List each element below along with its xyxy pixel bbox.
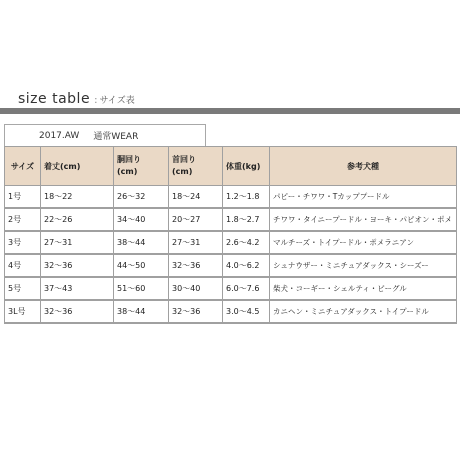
cell-length: 37～43 bbox=[41, 277, 114, 300]
cell-size: 4号 bbox=[5, 254, 41, 277]
header-chest bbox=[114, 147, 169, 186]
table-header-row bbox=[5, 147, 457, 186]
header-breeds bbox=[270, 147, 457, 186]
header-length bbox=[41, 147, 114, 186]
cell-breeds: チワワ・タイニープードル・ヨーキ・パピオン・ポメ bbox=[270, 208, 457, 231]
cell-neck: 27～31 bbox=[169, 231, 223, 254]
header-breeds-text: 参考犬種 bbox=[347, 161, 379, 171]
cell-length: 32～36 bbox=[41, 254, 114, 277]
table-row bbox=[5, 277, 457, 300]
cell-neck: 30～40 bbox=[169, 277, 223, 300]
heading-japanese: サイズ表 bbox=[99, 96, 135, 106]
header-weight bbox=[223, 147, 270, 186]
cell-size: 3L号 bbox=[5, 300, 41, 323]
season-label: 2017.AW bbox=[39, 130, 80, 141]
collection-label bbox=[4, 124, 206, 146]
cell-neck: 32～36 bbox=[169, 300, 223, 323]
header-chest-text: 胴回り (cm) bbox=[117, 155, 141, 176]
cell-neck: 32～36 bbox=[169, 254, 223, 277]
table-row bbox=[5, 231, 457, 254]
cell-size: 2号 bbox=[5, 208, 41, 231]
cell-breeds: カニヘン・ミニチュアダックス・トイプードル bbox=[270, 300, 457, 323]
cell-weight: 1.8～2.7 bbox=[223, 208, 270, 231]
cell-chest: 51～60 bbox=[114, 277, 169, 300]
cell-size: 1号 bbox=[5, 186, 41, 209]
table-row bbox=[5, 254, 457, 277]
cell-breeds: パピー・チワワ・Tカッププードル bbox=[270, 186, 457, 209]
cell-size: 3号 bbox=[5, 231, 41, 254]
cell-length: 32～36 bbox=[41, 300, 114, 323]
table-row bbox=[5, 208, 457, 231]
size-chart-table bbox=[4, 146, 457, 324]
cell-length: 27～31 bbox=[41, 231, 114, 254]
cell-breeds: シュナウザー・ミニチュアダックス・シーズー bbox=[270, 254, 457, 277]
cell-size: 5号 bbox=[5, 277, 41, 300]
cell-chest: 34～40 bbox=[114, 208, 169, 231]
product-line-label: 通常WEAR bbox=[93, 132, 139, 142]
cell-weight: 1.2～1.8 bbox=[223, 186, 270, 209]
cell-neck: 20～27 bbox=[169, 208, 223, 231]
cell-weight: 3.0～4.5 bbox=[223, 300, 270, 323]
heading-divider bbox=[0, 108, 460, 114]
table-row bbox=[5, 300, 457, 323]
cell-weight: 4.0～6.2 bbox=[223, 254, 270, 277]
table-row bbox=[5, 186, 457, 209]
header-neck bbox=[169, 147, 223, 186]
cell-chest: 38～44 bbox=[114, 231, 169, 254]
cell-chest: 38～44 bbox=[114, 300, 169, 323]
header-size-text: サイズ bbox=[10, 161, 35, 171]
cell-weight: 2.6～4.2 bbox=[223, 231, 270, 254]
cell-chest: 44～50 bbox=[114, 254, 169, 277]
cell-chest: 26～32 bbox=[114, 186, 169, 209]
heading-english: size table bbox=[18, 91, 91, 107]
cell-neck: 18～24 bbox=[169, 186, 223, 209]
cell-breeds: 柴犬・コーギー・シェルティ・ビーグル bbox=[270, 277, 457, 300]
size-table-heading bbox=[18, 90, 135, 106]
cell-weight: 6.0～7.6 bbox=[223, 277, 270, 300]
header-neck-text: 首回り (cm) bbox=[172, 155, 196, 176]
header-weight-text: 体重(kg) bbox=[226, 161, 261, 171]
header-length-text: 着丈(cm) bbox=[44, 161, 81, 171]
header-size bbox=[5, 147, 41, 186]
cell-breeds: マルチーズ・トイプードル・ポメラニアン bbox=[270, 231, 457, 254]
heading-separator: : bbox=[94, 95, 98, 106]
cell-length: 18～22 bbox=[41, 186, 114, 209]
cell-length: 22～26 bbox=[41, 208, 114, 231]
